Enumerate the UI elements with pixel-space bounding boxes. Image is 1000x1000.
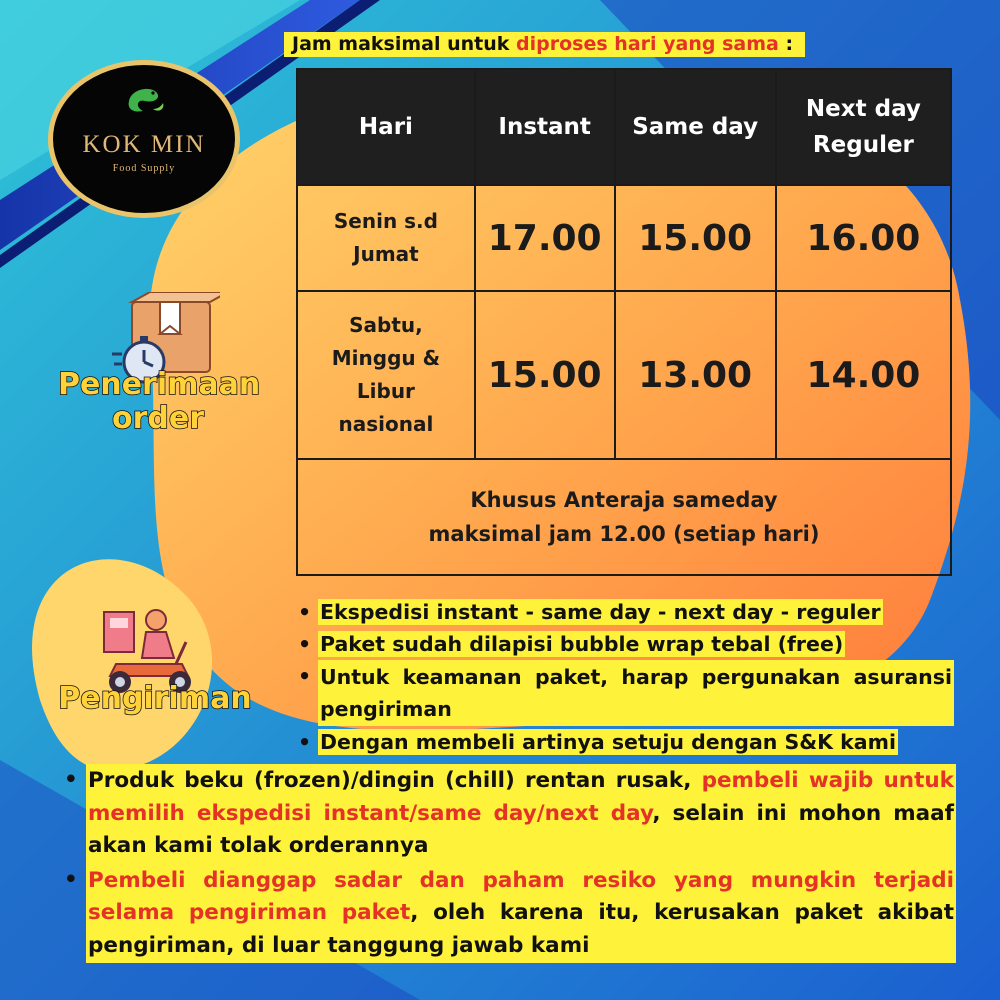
- bullet-dot-icon: •: [64, 866, 78, 892]
- bullet-dot-icon: •: [298, 730, 312, 754]
- row-same-day-time: 13.00: [615, 291, 776, 459]
- term-1-emphasis: pembeli wajib untuk memilih ekspedisi instant/same day/next day: [88, 768, 954, 826]
- brand-logo: [48, 60, 240, 218]
- anteraja-note: [297, 459, 951, 575]
- term-1-part-b: , selain ini mohon maaf akan kami tolak orderannya: [88, 800, 955, 858]
- list-item: [298, 628, 954, 660]
- shipping-list: [298, 596, 954, 758]
- list-item: [298, 726, 954, 758]
- row-day: Sabtu, Minggu & Libur nasional: [297, 291, 475, 459]
- schedule-table: [296, 68, 952, 576]
- list-item-text: Ekspedisi instant - same day - next day - reguler: [320, 600, 881, 624]
- list-item-text: Paket sudah dilapisi bubble wrap tebal (free): [320, 632, 844, 656]
- list-item: [64, 864, 956, 964]
- brand-subtitle: Food Supply: [112, 163, 176, 174]
- terms-list: [64, 764, 956, 963]
- order-section-label: [58, 367, 261, 436]
- term-1: [86, 764, 956, 864]
- top-note-prefix: Jam maksimal untuk: [292, 33, 517, 55]
- shipping-label: Pengiriman: [58, 681, 252, 716]
- header-next-day: Next day Reguler: [776, 69, 951, 185]
- term-2-emphasis: Pembeli dianggap sadar dan paham resiko yang mungkin terjadi selama pengiriman paket: [88, 867, 954, 925]
- row-instant-time: 17.00: [475, 185, 615, 291]
- list-item: [298, 596, 954, 628]
- term-2: [86, 864, 956, 964]
- list-item-text: Untuk keamanan paket, harap pergunakan asuransi pengiriman: [318, 660, 954, 726]
- row-instant-time: 15.00: [475, 291, 615, 459]
- koi-fish-icon: [123, 83, 167, 119]
- list-item: [64, 764, 956, 864]
- anteraja-note-line1: Khusus Anteraja sameday: [470, 488, 778, 512]
- bullet-dot-icon: •: [298, 664, 312, 688]
- shipping-section-label: [52, 682, 258, 716]
- header-same-day: Same day: [615, 69, 776, 185]
- bullet-dot-icon: •: [64, 767, 78, 792]
- brand-name: KOK MIN: [82, 131, 206, 158]
- bullet-dot-icon: •: [298, 632, 312, 656]
- list-item-text: Dengan membeli artinya setuju dengan S&K kami: [320, 730, 897, 754]
- top-note-suffix: :: [778, 33, 794, 55]
- bullet-dot-icon: •: [298, 600, 312, 624]
- row-next-day-time: 14.00: [776, 291, 951, 459]
- table-row: [297, 291, 951, 459]
- table-row: [297, 185, 951, 291]
- anteraja-note-line2: maksimal jam 12.00 (setiap hari): [428, 522, 820, 546]
- schedule-header-row: [297, 69, 951, 185]
- row-next-day-time: 16.00: [776, 185, 951, 291]
- order-label-line1: Penerimaan: [58, 367, 261, 402]
- list-item: [298, 660, 954, 726]
- term-1-part-a: Produk beku (frozen)/dingin (chill) rentan rusak,: [88, 768, 702, 793]
- top-note-highlight: diproses hari yang sama: [516, 33, 779, 55]
- order-label-line2: order: [111, 401, 205, 436]
- table-note-row: [297, 459, 951, 575]
- row-day: Senin s.d Jumat: [297, 185, 475, 291]
- top-note: [284, 32, 805, 57]
- header-instant: Instant: [475, 69, 615, 185]
- header-hari: Hari: [297, 69, 475, 185]
- row-same-day-time: 15.00: [615, 185, 776, 291]
- term-2-part-b: , oleh karena itu, kerusakan paket akibat pengiriman, di luar tanggung jawab kami: [88, 900, 954, 958]
